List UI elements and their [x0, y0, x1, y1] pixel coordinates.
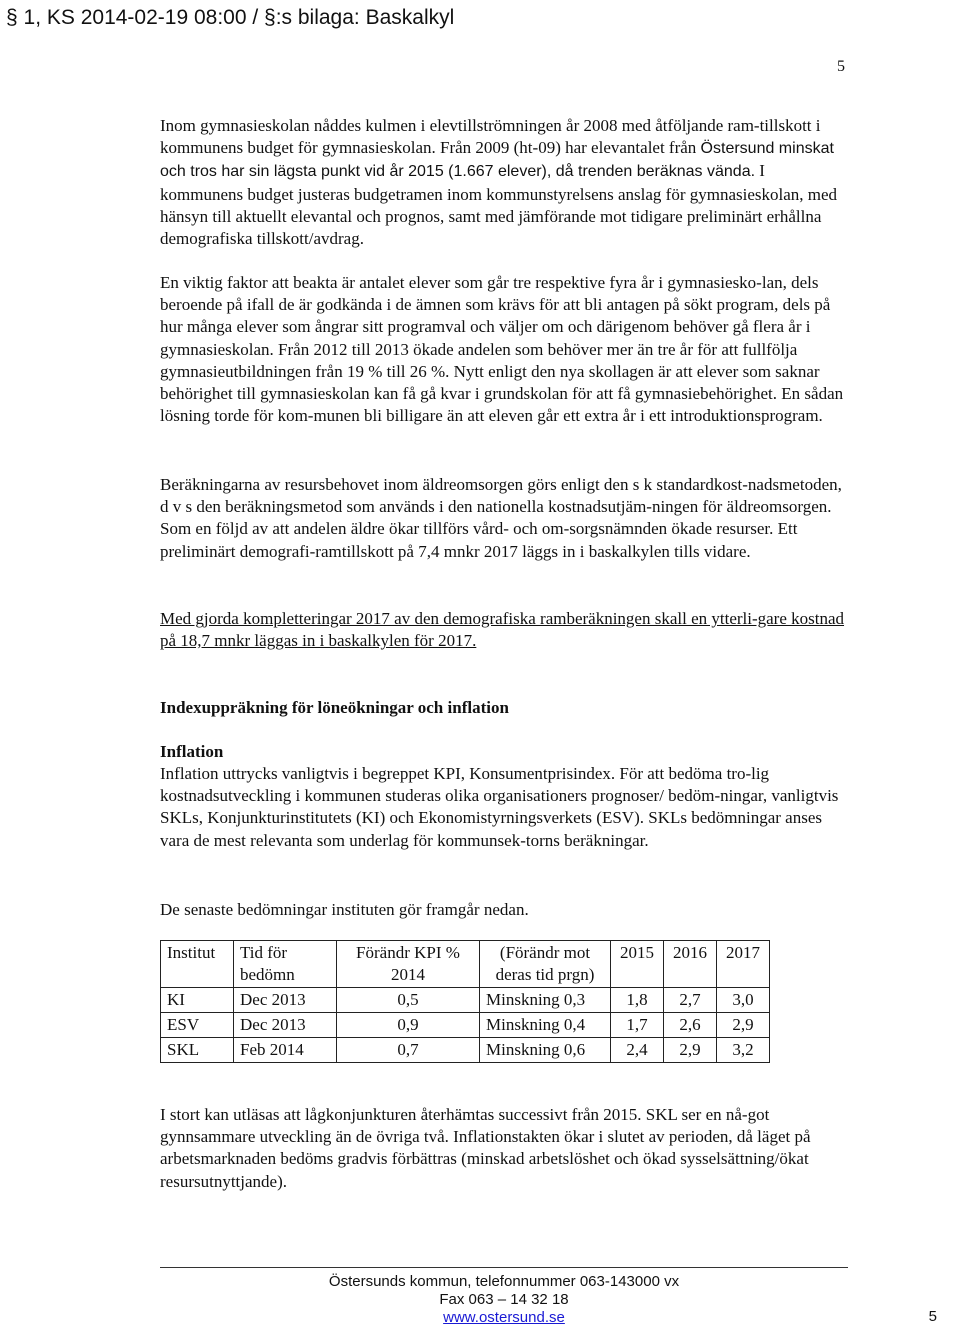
paragraph-gymnasium	[160, 115, 846, 250]
paragraph-factor: En viktig faktor att beakta är antalet elever som går tre respektive fyra år i gymnasiesko-lan, dels beroende på ifall de är godkända i de ämnen som krävs för att bli antagen på sökt program, dels på hur många elever som ångrar sitt programval och väljer om och därigenom behöver gå flera år i gymnasieskolan. Från 2012 till 2013 ökade andelen som behöver mer än tre år för att fullfölja gymnasieutbildningen från 19 % till 26 %. Nytt enligt den nya skollagen är att elever som saknar behörighet till gymnasieskolan kan få gå kvar i grundskolan för att få gymnasiebehörighet. En sådan lösning torde för kom-munen bli billigare än att eleven går ett extra år i ett introduktionsprogram.	[160, 273, 844, 426]
table-cell: 2,4	[611, 1038, 664, 1063]
table-cell: 0,7	[337, 1038, 480, 1063]
table-cell: Dec 2013	[234, 1013, 337, 1038]
table-cell: 2,7	[664, 988, 717, 1013]
footer-fax: Fax 063 – 14 32 18	[439, 1291, 569, 1308]
footer-website	[160, 1309, 848, 1327]
website-link[interactable]: www.ostersund.se	[443, 1309, 565, 1326]
paragraph-text: Inom gymnasieskolan nåddes kulmen i elevtillströmningen år 2008 med åtföljande ram-tillskott i kommunens budget för gymnasieskolan. Från 2009 (ht-09) har elevantalet från	[160, 116, 821, 158]
paragraph-elderly-care: Beräkningarna av resursbehovet inom äldreomsorgen görs enligt den s k standardkost-nadsmetoden, d v s den beräkningsmetod som används i den nationella kostnadsutjäm-ningen för äldreomsorgen. Som en följd av att andelen äldre ökar tillförs vård- och om-sorgsnämnden ökade resurser. Ett preliminärt demografi-ramtillskott på 7,4 mnkr 2017 läggs in i baskalkylen tills vidare.	[160, 475, 842, 561]
table-cell: KI	[161, 988, 234, 1013]
subheading-inflation: Inflation	[160, 742, 224, 761]
table-cell: Dec 2013	[234, 988, 337, 1013]
table-header-cell: 2015	[611, 941, 664, 988]
table-header-cell: 2016	[664, 941, 717, 988]
table-cell: 3,0	[717, 988, 770, 1013]
table-cell: Minskning 0,4	[480, 1013, 611, 1038]
paragraph-inflation: Inflation uttrycks vanligtvis i begreppet KPI, Konsumentprisindex. För att bedöma tro-lig kostnadsutveckling i kommunen studeras olika organisationers prognoser/ bedöm-ningar, vanligtvis SKLs, Konjunkturinstitutets (KI) och Ekonomistyrningsverkets (ESV). SKLs bedömningar anses vara de mest relevanta som underlag för kommunsek-torns beräkningar.	[160, 764, 839, 850]
table-cell: Minskning 0,6	[480, 1038, 611, 1063]
table-cell: 3,2	[717, 1038, 770, 1063]
paragraph-supplement: Med gjorda kompletteringar 2017 av den demografiska ramberäkningen skall en ytterli-gare kostnad på 18,7 mnkr läggas in i baskalkylen för 2017.	[160, 609, 845, 651]
table-cell: SKL	[161, 1038, 234, 1063]
table-header-cell: Förändr KPI % 2014	[337, 941, 480, 988]
table-header-cell: Tid för bedömn	[234, 941, 337, 988]
table-header-row	[161, 941, 770, 988]
table-row	[161, 1038, 770, 1063]
table-cell: 2,6	[664, 1013, 717, 1038]
document-title: § 1, KS 2014-02-19 08:00 / §:s bilaga: Baskalkyl	[6, 6, 455, 29]
table-cell: 2,9	[717, 1013, 770, 1038]
paragraph-assessments: De senaste bedömningar instituten gör framgår nedan.	[160, 900, 529, 919]
table-row	[161, 988, 770, 1013]
table-cell: ESV	[161, 1013, 234, 1038]
table-cell: 0,9	[337, 1013, 480, 1038]
page-number-top: 5	[837, 58, 845, 75]
inflation-table	[160, 940, 770, 1063]
table-row	[161, 1013, 770, 1038]
table-header-cell: Institut	[161, 941, 234, 988]
footer-contact: Östersunds kommun, telefonnummer 063-143000 vx	[328, 1273, 680, 1290]
table-cell: Feb 2014	[234, 1038, 337, 1063]
document-header	[0, 0, 960, 38]
paragraph-text-sans: Östersund minskat och tros har sin lägsta punkt vid år 2015 (1.667 elever), då trenden beräknas vända.	[160, 140, 834, 181]
table-cell: 1,8	[611, 988, 664, 1013]
section-heading-index: Indexuppräkning för löneökningar och inflation	[160, 698, 509, 717]
table-header-cell: 2017	[717, 941, 770, 988]
table-cell: 2,9	[664, 1038, 717, 1063]
footer-divider	[160, 1267, 848, 1268]
paragraph-conclusion: I stort kan utläsas att lågkonjunkturen återhämtas successivt från 2015. SKL ser en nå-got gynnsammare utveckling än de övriga två. Inflationstakten ökar i slutet av perioden, då läget på arbetsmarknaden bedöms gradvis förbättras (minskad arbetslöshet och ökad sysselsättning/ökat resursutnyttjande).	[160, 1105, 811, 1191]
page-number-bottom: 5	[928, 1308, 937, 1325]
paragraph-text: I kommunens budget justeras budgetramen inom kommunstyrelsens anslag för gymnasieskolan, med hänsyn till aktuellt elevantal och prognos, samt med jämförande mot tidigare preliminärt erhållna demografiska tillskott/avdrag.	[160, 161, 838, 249]
table-cell: 1,7	[611, 1013, 664, 1038]
table-header-cell: (Förändr mot deras tid prgn)	[480, 941, 611, 988]
table-cell: Minskning 0,3	[480, 988, 611, 1013]
table-cell: 0,5	[337, 988, 480, 1013]
